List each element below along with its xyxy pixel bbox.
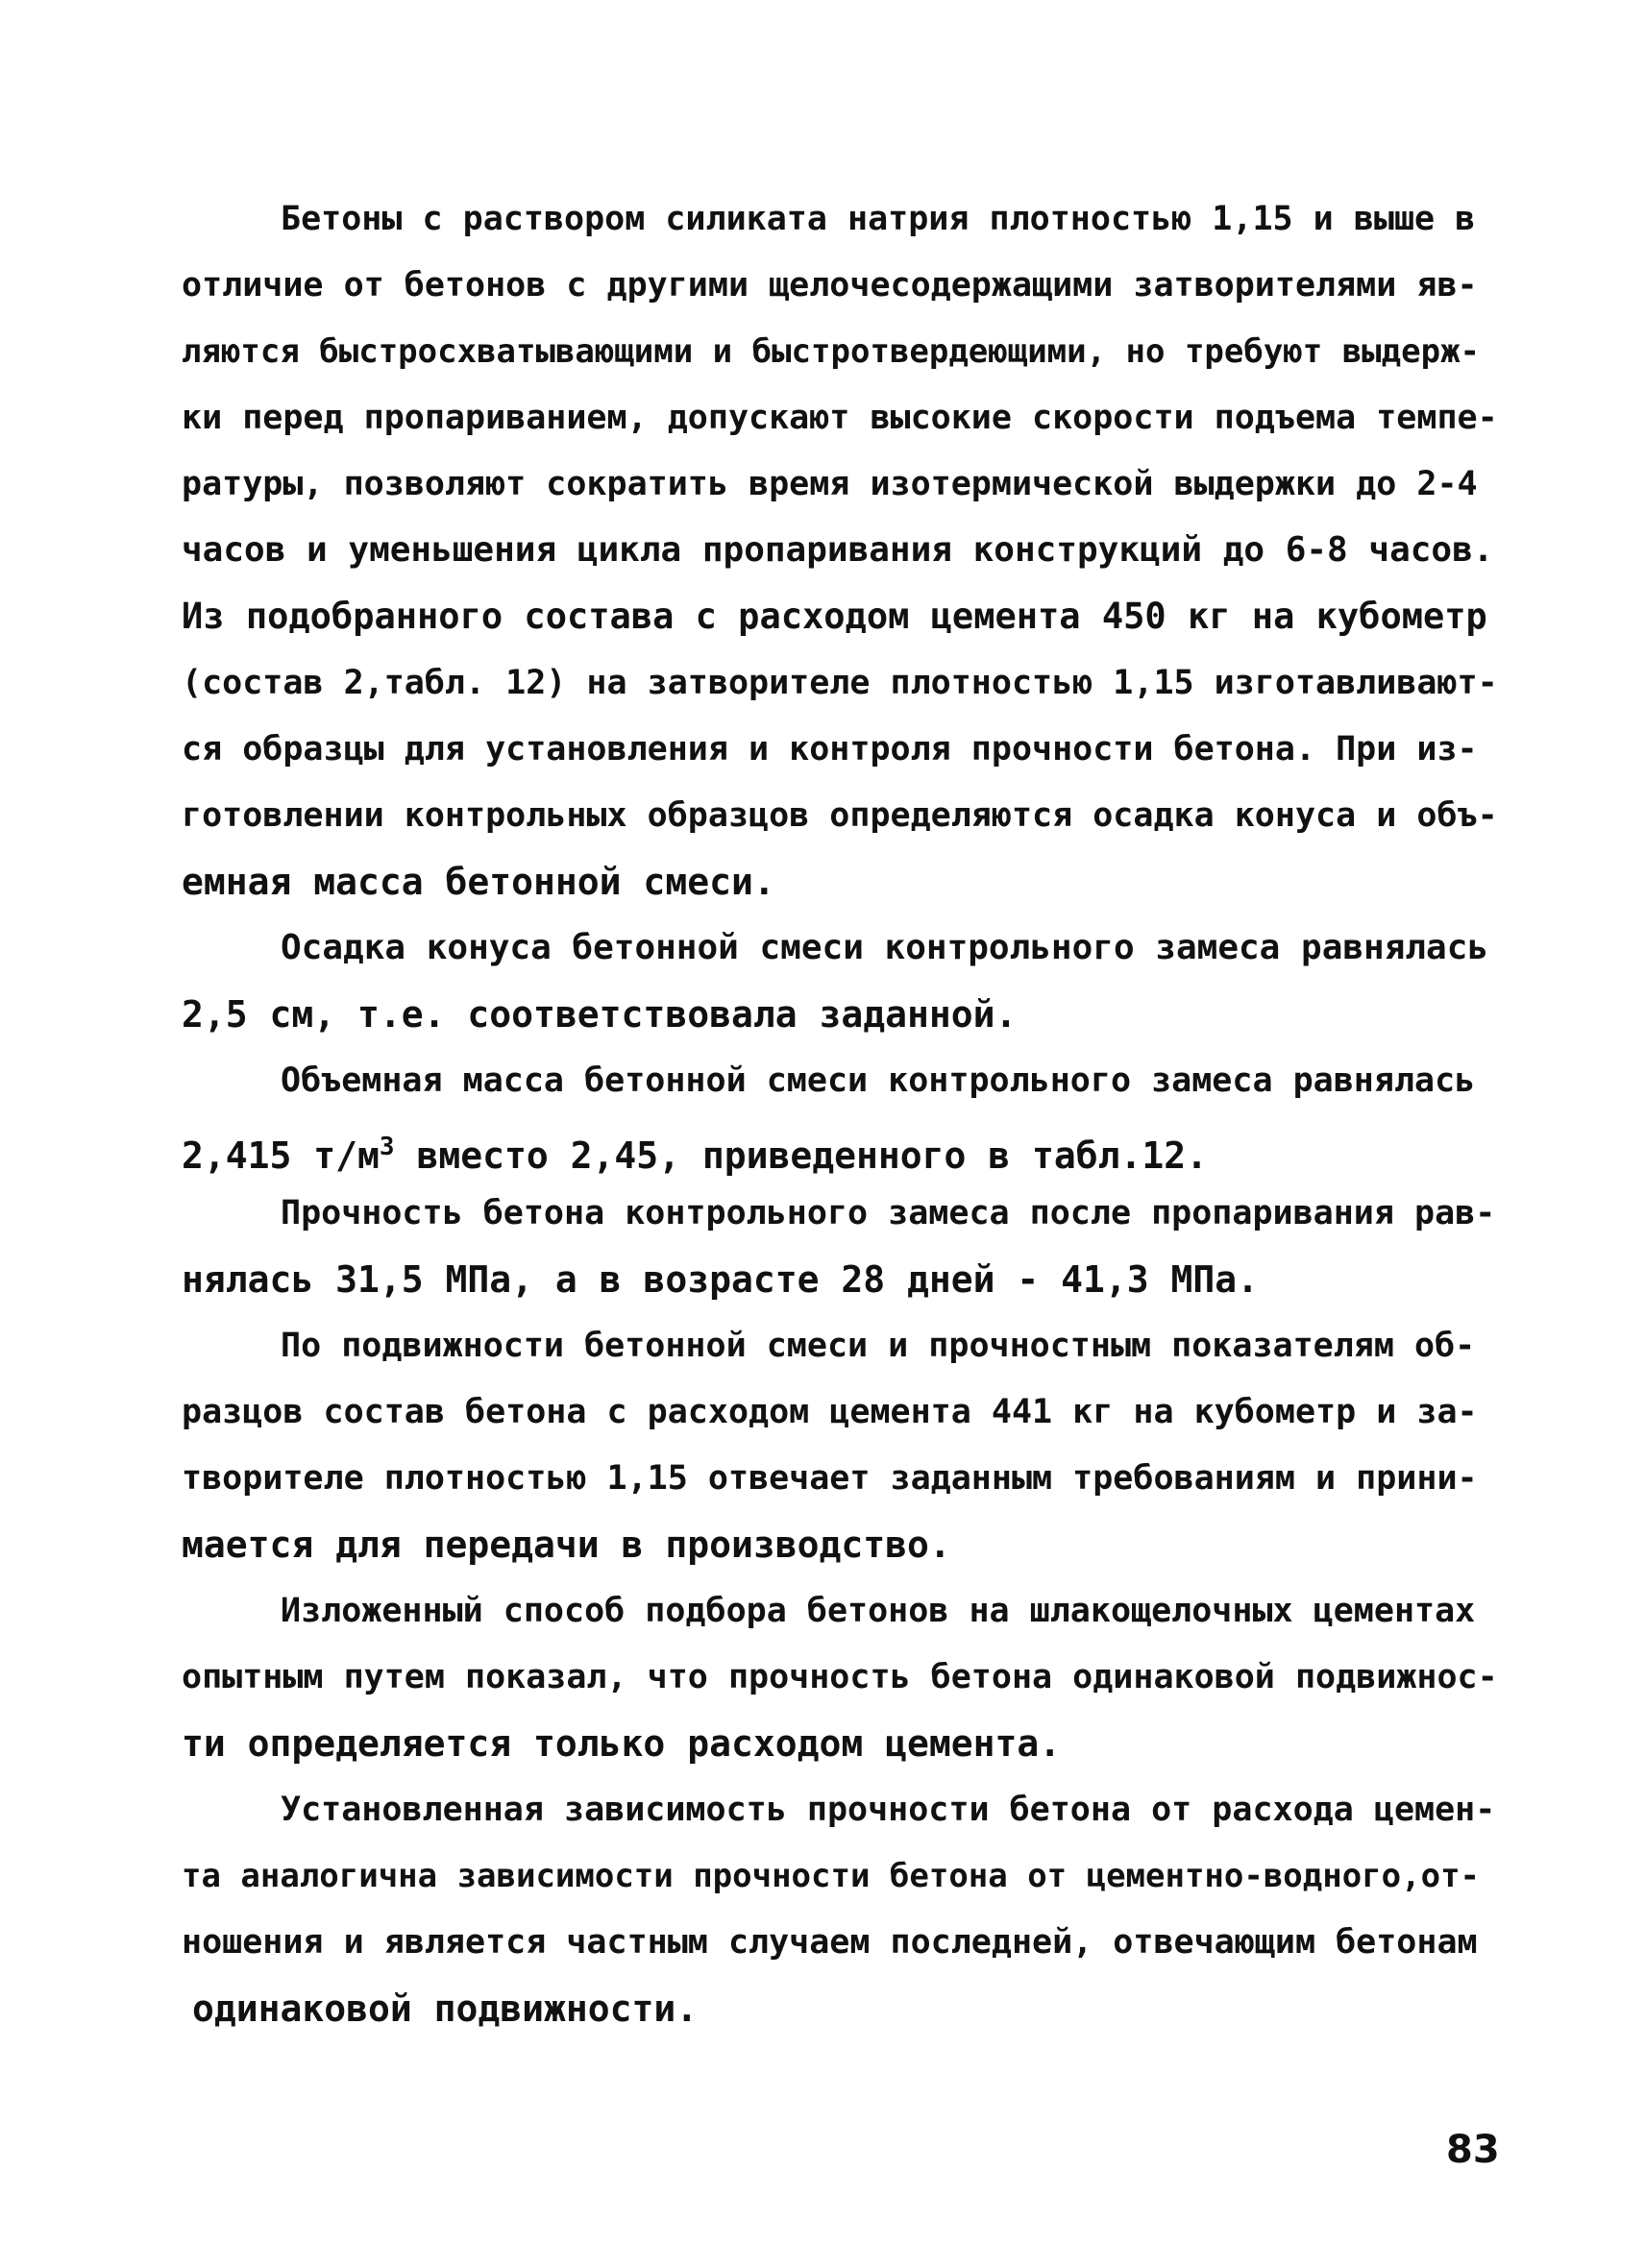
text-line: отличие от бетонов с другими щелочесодержащими затворителями яв- [182,266,1478,305]
text-line: ки перед пропариванием, допускают высокие скорости подъема темпе- [182,399,1498,437]
page-number: 83 [1446,2128,1500,2172]
text-line: одинаковой подвижности. [192,1988,699,2030]
text-line: мается для передачи в производство. [182,1524,951,1566]
text-line: 2,5 см, т.е. соответствовала заданной. [182,993,1018,1036]
text-line: опытным путем показал, что прочность бетона одинаковой подвижнос- [182,1658,1498,1696]
text-line: ношения и является частным случаем последней, отвечающим бетонам [182,1923,1478,1962]
text-line: Осадка конуса бетонной смеси контрольного замеса равнялась [281,928,1489,967]
text-line: готовлении контрольных образцов определяются осадка конуса и объ- [182,796,1498,835]
text-line: разцов состав бетона с расходом цемента 441 кг на кубометр и за- [182,1393,1478,1431]
text-line: Установленная зависимость прочности бетона от расхода цемен- [281,1791,1496,1829]
text-line [182,1124,1208,1179]
text-line: Объемная масса бетонной смеси контрольного замеса равнялась [281,1061,1476,1100]
text-line: та аналогична зависимости прочности бетона от цементно-водного,от- [182,1857,1481,1895]
superscript-three: 3 [379,1133,395,1161]
text-line: часов и уменьшения цикла пропаривания конструкций до 6-8 часов. [182,530,1494,570]
volume-rest: вместо 2,45, приведенного в табл.12. [394,1134,1209,1177]
text-line: ти определяется только расходом цемента. [182,1722,1062,1765]
text-line: Изложенный способ подбора бетонов на шлакощелочных цементах [281,1592,1476,1630]
volume-value: 2,415 т/м [182,1134,380,1177]
text-line: ратуры, позволяют сократить время изотермической выдержки до 2-4 [182,465,1478,503]
text-line: нялась 31,5 МПа, а в возрасте 28 дней - 41,3 МПа. [182,1258,1260,1301]
text-line: ляются быстросхватывающими и быстротвердеющими, но требуют выдерж- [182,332,1481,371]
text-line: Из подобранного состава с расходом цемента 450 кг на кубометр [182,596,1487,637]
text-line: творителе плотностью 1,15 отвечает заданным требованиям и прини- [182,1459,1478,1498]
text-line: емная масса бетонной смеси. [182,861,775,903]
text-line: Прочность бетона контрольного замеса после пропаривания рав- [281,1194,1496,1232]
text-line: (состав 2,табл. 12) на затворителе плотностью 1,15 изготавливают- [182,664,1498,702]
text-line: ся образцы для установления и контроля прочности бетона. При из- [182,730,1478,768]
text-line: По подвижности бетонной смеси и прочностным показателям об- [281,1327,1476,1365]
text-line: Бетоны с раствором силиката натрия плотностью 1,15 и выше в [281,200,1476,238]
